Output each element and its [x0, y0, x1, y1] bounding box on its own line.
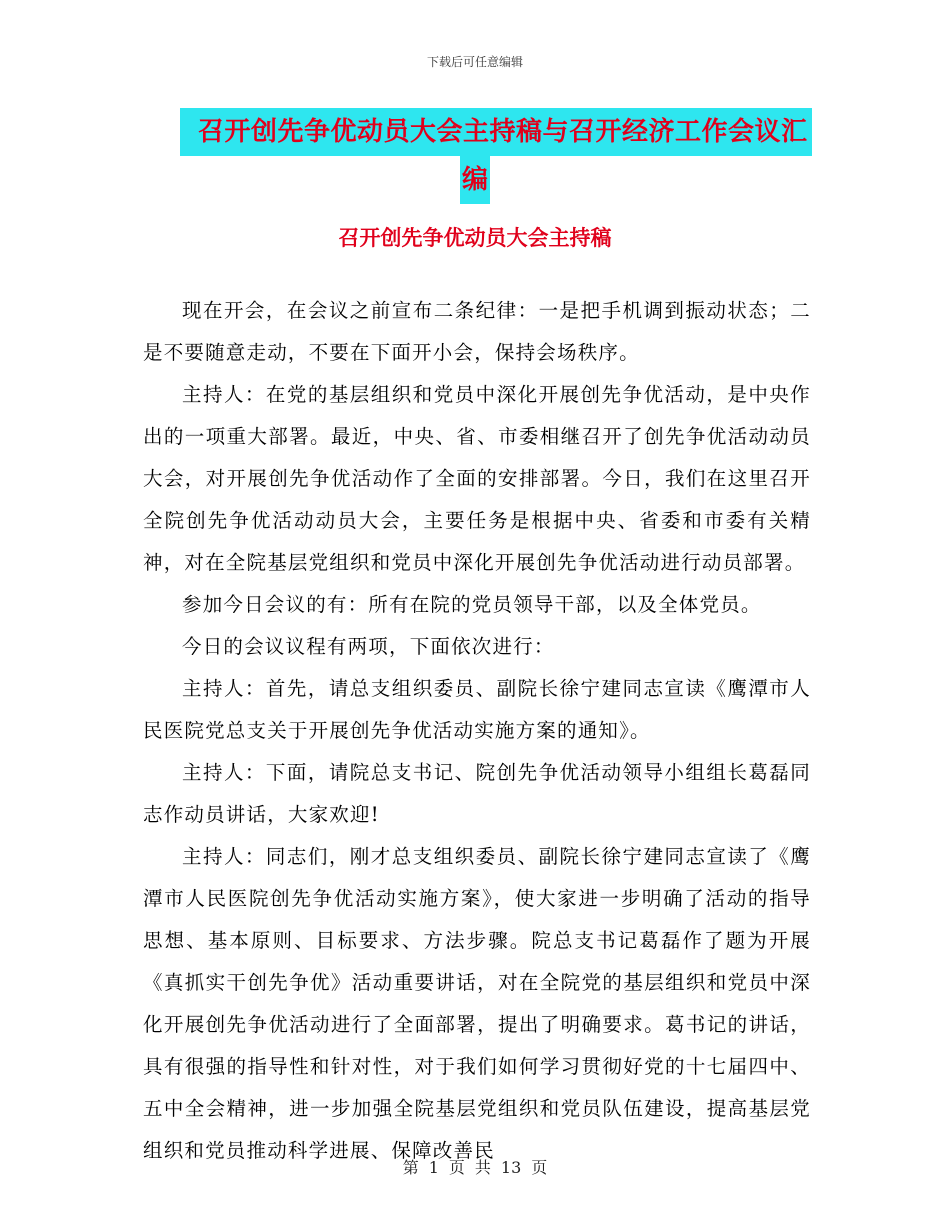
footer-page-number: 1 — [428, 1158, 439, 1177]
body-paragraph: 主持人：下面，请院总支书记、院创先争优活动领导小组组长葛磊同志作动员讲话，大家欢迎! — [143, 761, 811, 826]
footer-page-suffix: 页 — [531, 1158, 548, 1177]
footer-total-pages: 13 — [500, 1158, 522, 1177]
document-title-line1: 召开创先争优动员大会主持稿与召开经济工作会议汇 — [180, 108, 812, 156]
body-paragraph: 参加今日会议的有：所有在院的党员领导干部，以及全体党员。 — [182, 593, 762, 616]
footer-total-label: 共 — [474, 1158, 491, 1177]
body-paragraph: 主持人：首先，请总支组织委员、副院长徐宁建同志宣读《鹰潭市人民医院党总支关于开展创先争优活动实施方案的通知》。 — [143, 677, 811, 742]
footer-page-mid: 页 — [448, 1158, 465, 1177]
footer-page-prefix: 第 — [402, 1158, 419, 1177]
document-title — [180, 108, 820, 204]
document-title-line2: 编 — [460, 156, 490, 204]
body-paragraph: 主持人：同志们，刚才总支组织委员、副院长徐宁建同志宣读了《鹰潭市人民医院创先争优活动实施方案》，使大家进一步明确了活动的指导思想、基本原则、目标要求、方法步骤。院总支书记葛磊作了题为开展《真抓实干创先争优》活动重要讲话，对在全院党的基层组织和党员中深化开展创先争优活动进行了全面部署，提出了明确要求。葛书记的讲话，具有很强的指导性和针对性，对于我们如何学习贯彻好党的十七届四中、五中全会精神，进一步加强全院基层党组织和党员队伍建设，提高基层党组织和党员推动科学进展、保障改善民 — [143, 845, 811, 1162]
header-note: 下载后可任意编辑 — [426, 55, 523, 69]
section-title: 召开创先争优动员大会主持稿 — [338, 226, 612, 250]
page-footer — [0, 1155, 950, 1178]
body-paragraph: 今日的会议议程有两项，下面依次进行： — [182, 635, 555, 658]
body-paragraph: 主持人：在党的基层组织和党员中深化开展创先争优活动，是中央作出的一项重大部署。最近，中央、省、市委相继召开了创先争优活动动员大会，对开展创先争优活动作了全面的安排部署。今日，我们在这里召开全院创先争优活动动员大会，主要任务是根据中央、省委和市委有关精神，对在全院基层党组织和党员中深化开展创先争优活动进行动员部署。 — [143, 383, 811, 574]
document-body — [143, 290, 811, 1172]
body-paragraph: 现在开会，在会议之前宣布二条纪律：一是把手机调到振动状态；二是不要随意走动，不要在下面开小会，保持会场秩序。 — [143, 299, 811, 364]
